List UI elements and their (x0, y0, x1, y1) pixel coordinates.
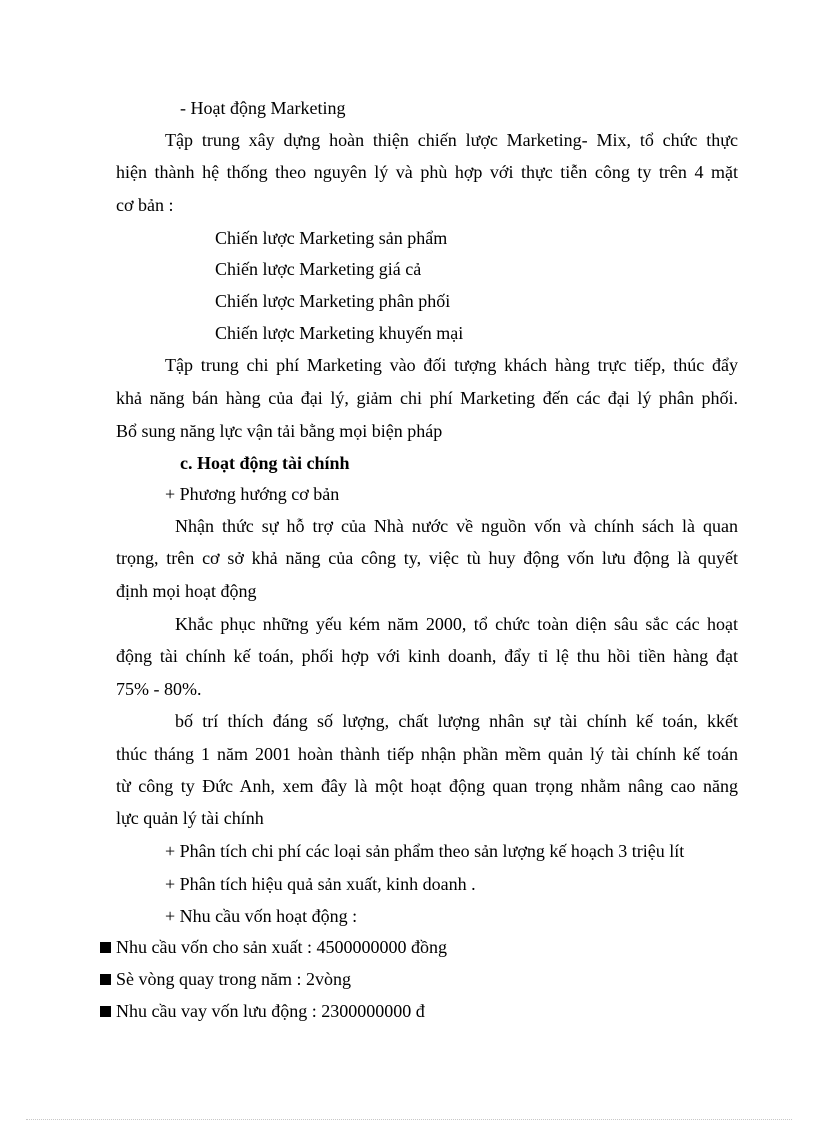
paragraph-line: hiện thành hệ thống theo nguyên lý và phù hợp với thực tiễn công ty trên 4 mặt (116, 162, 738, 182)
plus-item: + Nhu cầu vốn hoạt động : (165, 906, 358, 926)
bullet-text: Nhu cầu vốn cho sản xuất : 4500000000 đồng (116, 937, 447, 957)
paragraph-line: 75% - 80%. (116, 679, 202, 699)
paragraph-line: Bổ sung năng lực vận tải bằng mọi biện pháp (116, 421, 443, 441)
bullet-item (100, 935, 447, 959)
strategy-item: Chiến lược Marketing sản phẩm (215, 228, 448, 248)
paragraph-line: khả năng bán hàng của đại lý, giảm chi phí Marketing đến các đại lý phân phối. (116, 388, 738, 408)
paragraph-line: cơ bản : (116, 195, 174, 215)
paragraph-line: Khắc phục những yếu kém năm 2000, tổ chức toàn diện sâu sắc các hoạt (175, 614, 738, 634)
plus-item: + Phân tích hiệu quả sản xuất, kinh doanh . (165, 874, 476, 894)
bullet-text: Nhu cầu vay vốn lưu động : 2300000000 đ (116, 1001, 425, 1021)
heading-marketing: - Hoạt động Marketing (180, 98, 346, 118)
paragraph-line: từ công ty Đức Anh, xem đây là một hoạt động quan trọng nhằm nâng cao năng (116, 776, 738, 796)
paragraph-line: bố trí thích đáng số lượng, chất lượng nhân sự tài chính kế toán, kkết (175, 711, 738, 731)
bullet-item (100, 999, 425, 1023)
bullet-item (100, 967, 351, 991)
strategy-item: Chiến lược Marketing giá cả (215, 259, 422, 279)
bullet-text: Sè vòng quay trong năm : 2vòng (116, 969, 351, 989)
paragraph-line: động tài chính kế toán, phối hợp với kinh doanh, đẩy tỉ lệ thu hồi tiền hàng đạt (116, 646, 738, 666)
square-bullet-icon (100, 1006, 111, 1017)
square-bullet-icon (100, 942, 111, 953)
paragraph-line: Tập trung xây dựng hoàn thiện chiến lược Marketing- Mix, tổ chức thực (165, 130, 738, 150)
paragraph-line: thúc tháng 1 năm 2001 hoàn thành tiếp nhận phần mềm quản lý tài chính kế toán (116, 744, 738, 764)
paragraph-line: Tập trung chi phí Marketing vào đối tượng khách hàng trực tiếp, thúc đẩy (165, 355, 738, 375)
page-bottom-divider (26, 1119, 792, 1120)
paragraph-line: định mọi hoạt động (116, 581, 257, 601)
strategy-item: Chiến lược Marketing khuyến mại (215, 323, 464, 343)
heading-finance: c. Hoạt động tài chính (180, 453, 350, 473)
plus-item: + Phân tích chi phí các loại sản phẩm theo sản lượng kế hoạch 3 triệu lít (165, 841, 685, 861)
square-bullet-icon (100, 974, 111, 985)
paragraph-line: Nhận thức sự hỗ trợ của Nhà nước về nguồn vốn và chính sách là quan (175, 516, 738, 536)
paragraph-line: trọng, trên cơ sở khả năng của công ty, việc tù huy động vốn lưu động là quyết (116, 548, 738, 568)
strategy-item: Chiến lược Marketing phân phối (215, 291, 451, 311)
paragraph-line: lực quản lý tài chính (116, 808, 264, 828)
sub-heading-direction: + Phương hướng cơ bản (165, 484, 340, 504)
